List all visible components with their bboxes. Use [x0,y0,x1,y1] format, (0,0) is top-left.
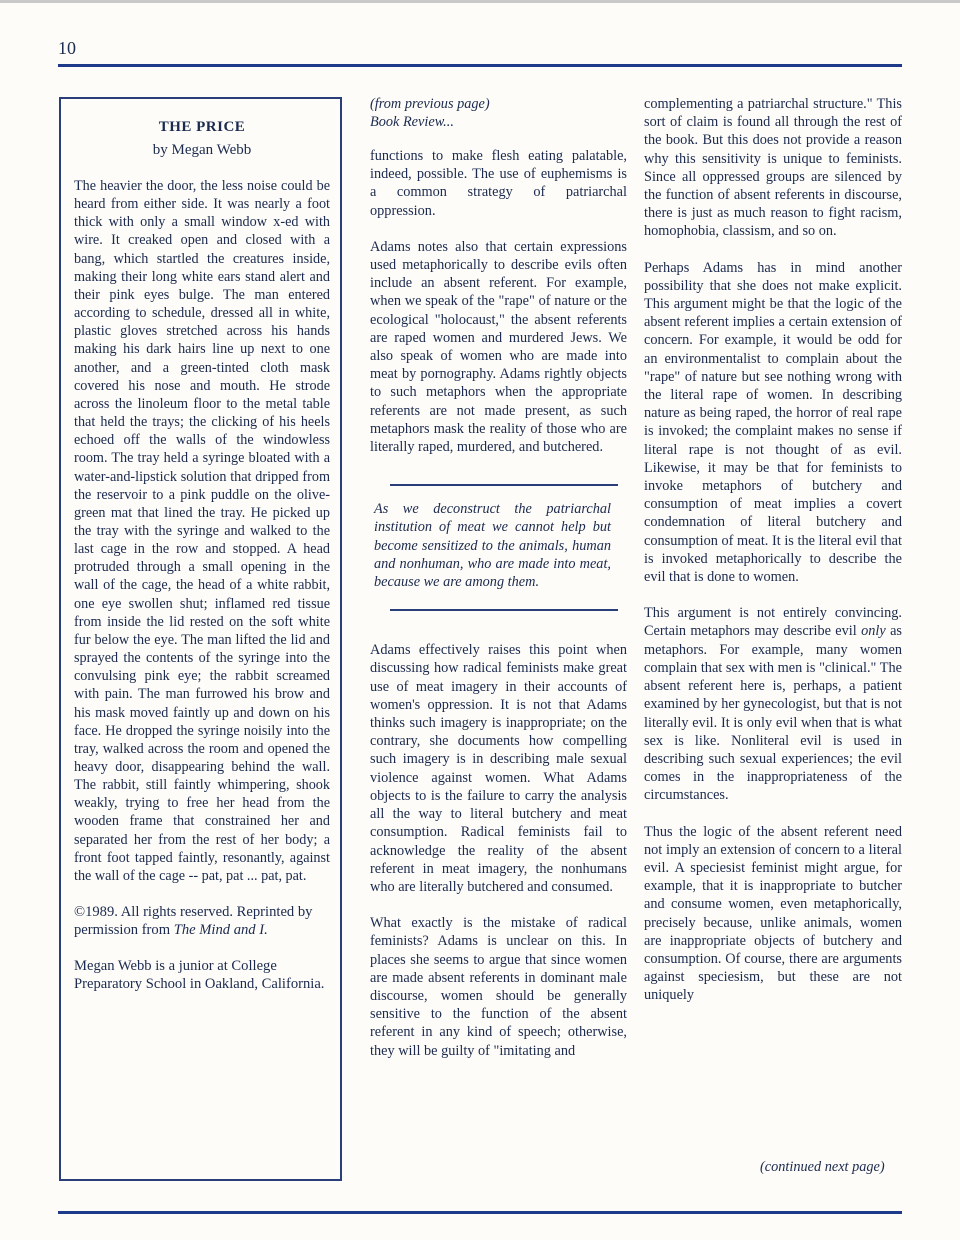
continued-from-line: (from previous page) [370,96,490,112]
header-rule [58,64,902,67]
review-column-right [644,95,902,1023]
story-byline: by Megan Webb [152,142,252,158]
review-paragraph-6: Perhaps Adams has in mind another possibility that she does not make explicit. This argument might be that the logic of the absent referent implies a certain extension of concern. For example, it would be odd for an environmentalist to complain about the "rape" of nature but see nothing wrong with the literal rape of women. In describing nature as being raped, the horror of real rape is invoked; the complaint makes no sense if literal rape is not thought of as evil. Likewise, it may be that for feminists to invoke metaphors of butchery and consumption of meat implies a covert condemnation of literal butchery and consumption of meat. It is the literal evil that is invoked metaphorically to describe the evil that is done to women. [644,259,902,586]
page-top-edge [0,0,960,3]
review-paragraph-4: What exactly is the mistake of radical feminists? Adams is unclear on this. In places she seems to argue that since women are made absent referents in dominant male discourse, women should be generally sensitive to the function of the absent referent in any kind of speech; otherwise, they will be guilty of "imitating and [370,915,627,1059]
copyright-source: The Mind and I. [173,922,268,939]
review-paragraph-7-emphasis: only [861,623,886,640]
review-paragraph-2: Adams notes also that certain expressions used metaphorically to describe evils often include an absent referent. For example, when we speak of the "rape" of nature or the ecological "holocaust," the absent referents are raped women and murdered Jews. We also speak of women who are made into meat by pornography. Adams rightly objects to such metaphors when the appropriate referents are not made present, as such metaphors mask the reality of those who are literally raped, murdered, and butchered. [370,238,627,456]
review-paragraph-5: complementing a patriarchal structure." This sort of claim is found all through the rest of the book. But this does not provide a reason why this sensitivity is unique to feminists. Since all oppressed groups are silenced by the function of absent referents in discourse, there is just as much reason to fight racism, homophobia, classism, and so on. [644,96,902,240]
story-title: THE PRICE [158,119,246,135]
review-paragraph-1: functions to make flesh eating palatable, indeed, possible. The use of euphemisms is a common strategy of patriarchal oppression. [370,148,627,219]
story-sidebar [59,97,342,1181]
review-paragraph-7 [644,604,902,804]
continued-next-note: (continued next page) [760,1159,885,1175]
review-paragraph-7-end: as metaphors. For example, many women complain that sex with men is "clinical." The absent referent here is, perhaps, a patient examined by her gynecologist, but that is not literally evil. It is only evil when that is what sex is like. Nonliteral evil is used in describing such sexual experiences; the evil comes in the inappropriateness of the circumstances. [644,623,902,804]
continued-from-title: Book Review... [370,114,454,130]
story-body: The heavier the door, the less noise could be heard from either side. It was nearly a foot thick with only a small window x-ed with wire. It creaked open and closed with a bang, which startled the creatures inside, making their long white ears stand alert and their pink eyes bulge. The man entered according to schedule, dressed all in white, plastic gloves stretched across his hands making his dark hairs line up next to one another, and a green-tinted cloth mask covered his nose and mouth. He strode across the linoleum floor to the metal table that held the trays; the clicking of his heels echoed off the walls of the windowless room. The tray held a syringe bloated with a water-and-lipstick solution that dripped from the reservoir to a pink puddle on the olive-green mat that lined the tray. He picked up the tray with the syringe and walked to the last cage in the row and stopped. A head protruded through a small opening in the wall of the cage, the head of a white rabbit, one eye swollen shut; inflamed red tissue from inside the lid rested on the soft white fur below the eye. The man lifted the lid and sprayed the contents of the syringe into the convulsing pink eye; the rabbit screamed with pain. The man furrowed his brow and his mask moved faintly up and down on his face. He dropped the syringe noisily into the tray, walked across the room and opened the heavy door, disappearing behind the wall. The rabbit, still faintly whimpering, shook weakly, trying to free her head from the wooden frame that constrained her and separated her from the rest of her body; a front foot tapped faintly, resonantly, against the wall of the cage -- pat, pat ... pat, pat. [74,178,330,884]
pull-quote [370,484,627,611]
copyright-note [74,903,330,939]
page-number: 10 [58,38,76,58]
continued-from-note [370,95,627,131]
review-paragraph-7-start: This argument is not entirely convincing. Certain metaphors may describe evil [644,605,902,640]
pull-quote-bottom-rule [390,609,618,611]
review-paragraph-8: Thus the logic of the absent referent need not imply an extension of concern to a literal evil. A speciesist feminist might argue, for example, that it is inappropriate to butcher and consume women, even metaphorically, precisely because, unlike animals, women are inappropriate objects of butchery and consumption. Of course, there are arguments against speciesism, but these are not uniquely [644,823,902,1004]
pull-quote-top-rule [390,484,618,486]
review-column-middle [370,95,627,1078]
copyright-text: ©1989. All rights reserved. Reprinted by permission from [74,904,313,939]
footer-rule [58,1211,902,1214]
pull-quote-text: As we deconstruct the patriarchal institution of meat we cannot help but become sensitized to the animals, human and nonhuman, who are made into meat, because we are among them. [374,501,611,591]
review-paragraph-3: Adams effectively raises this point when discussing how radical feminists make great use of meat imagery in their accounts of women's oppression. It is not that Adams thinks such imagery is inappropriate; on the contrary, she documents how compelling such imagery is in describing male sexual violence against women. What Adams objects to is the failure to carry the analysis all the way to literal butchery and meat consumption. Radical feminists fail to acknowledge the reality of the absent referent in meat imagery, the nonhumans who are literally butchered and consumed. [370,642,627,895]
author-note: Megan Webb is a junior at College Preparatory School in Oakland, California. [74,958,325,993]
